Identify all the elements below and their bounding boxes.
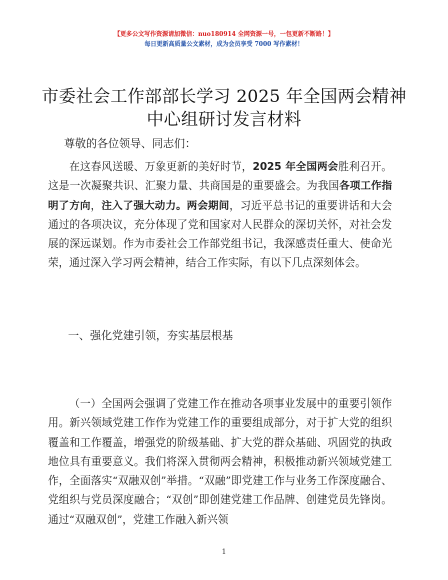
- salutation: 尊敬的各位领导、同志们：: [64, 137, 196, 150]
- paragraph-intro: [48, 158, 392, 274]
- intro-emphasis-3: 注入了强大动力。: [101, 199, 187, 212]
- intro-emphasis-2: 各项工作指明了方向: [48, 180, 393, 212]
- intro-text-1: 在这春风送暖、万象更新的美好时节，: [69, 161, 253, 173]
- paragraph-section-1: （一）全国两会强调了党建工作在推动各项事业发展中的重要引领作用。新兴领域党建工作作为党建工作的重要组成部分，对于扩大党的组织覆盖和工作覆盖，增强党的阶级基础、扩大党的群众基础、巩固党的执政地位具有重要意义。我们将深入贯彻两会精神，积极推动新兴领域党建工作，全面落实“双融双创”举措。“双融”即党建工作与业务工作深度融合、党组织与党员深度融合；“双创”即创建党建工作品牌、创建党员先锋岗。通过“双融双创”，党建工作融入新兴领: [48, 398, 392, 526]
- intro-text-4: ，习近平总书记的重要讲话和大会通过的各项决议，充分体现了党和国家对人民群众的深切关怀，对社会发展的深远谋划。作为市委社会工作部党组书记，我深感责任重大、使命光荣，通过深入学习两会精神，结合工作实际，有以下几点深刻体会。: [48, 199, 393, 270]
- promo-banner-line2: 每日更新高质量公文素材，成为会员享受 7000 写作素材！: [144, 41, 304, 48]
- page-number: 1: [221, 548, 227, 556]
- promo-banner-line1: 【更多公文写作资源请加微信：nuo180914 全网资源一号，一包更新不断路！】: [114, 31, 334, 38]
- intro-emphasis-1: 2025 年全国两会: [252, 161, 339, 173]
- intro-text-3: ，: [90, 199, 102, 212]
- intro-text-2: 胜利召开。这是一次凝聚共识、汇聚力量、共商国是的重要盛会。为我国: [48, 161, 392, 193]
- document-title-line1: 市委社会工作部部长学习 2025 年全国两会精神: [41, 87, 407, 107]
- intro-emphasis-4: 两会期间: [186, 199, 230, 212]
- document-title-line2: 中心组研讨发言材料: [146, 110, 302, 130]
- section-heading-1: 一、强化党建引领，夯实基层根基: [68, 329, 233, 342]
